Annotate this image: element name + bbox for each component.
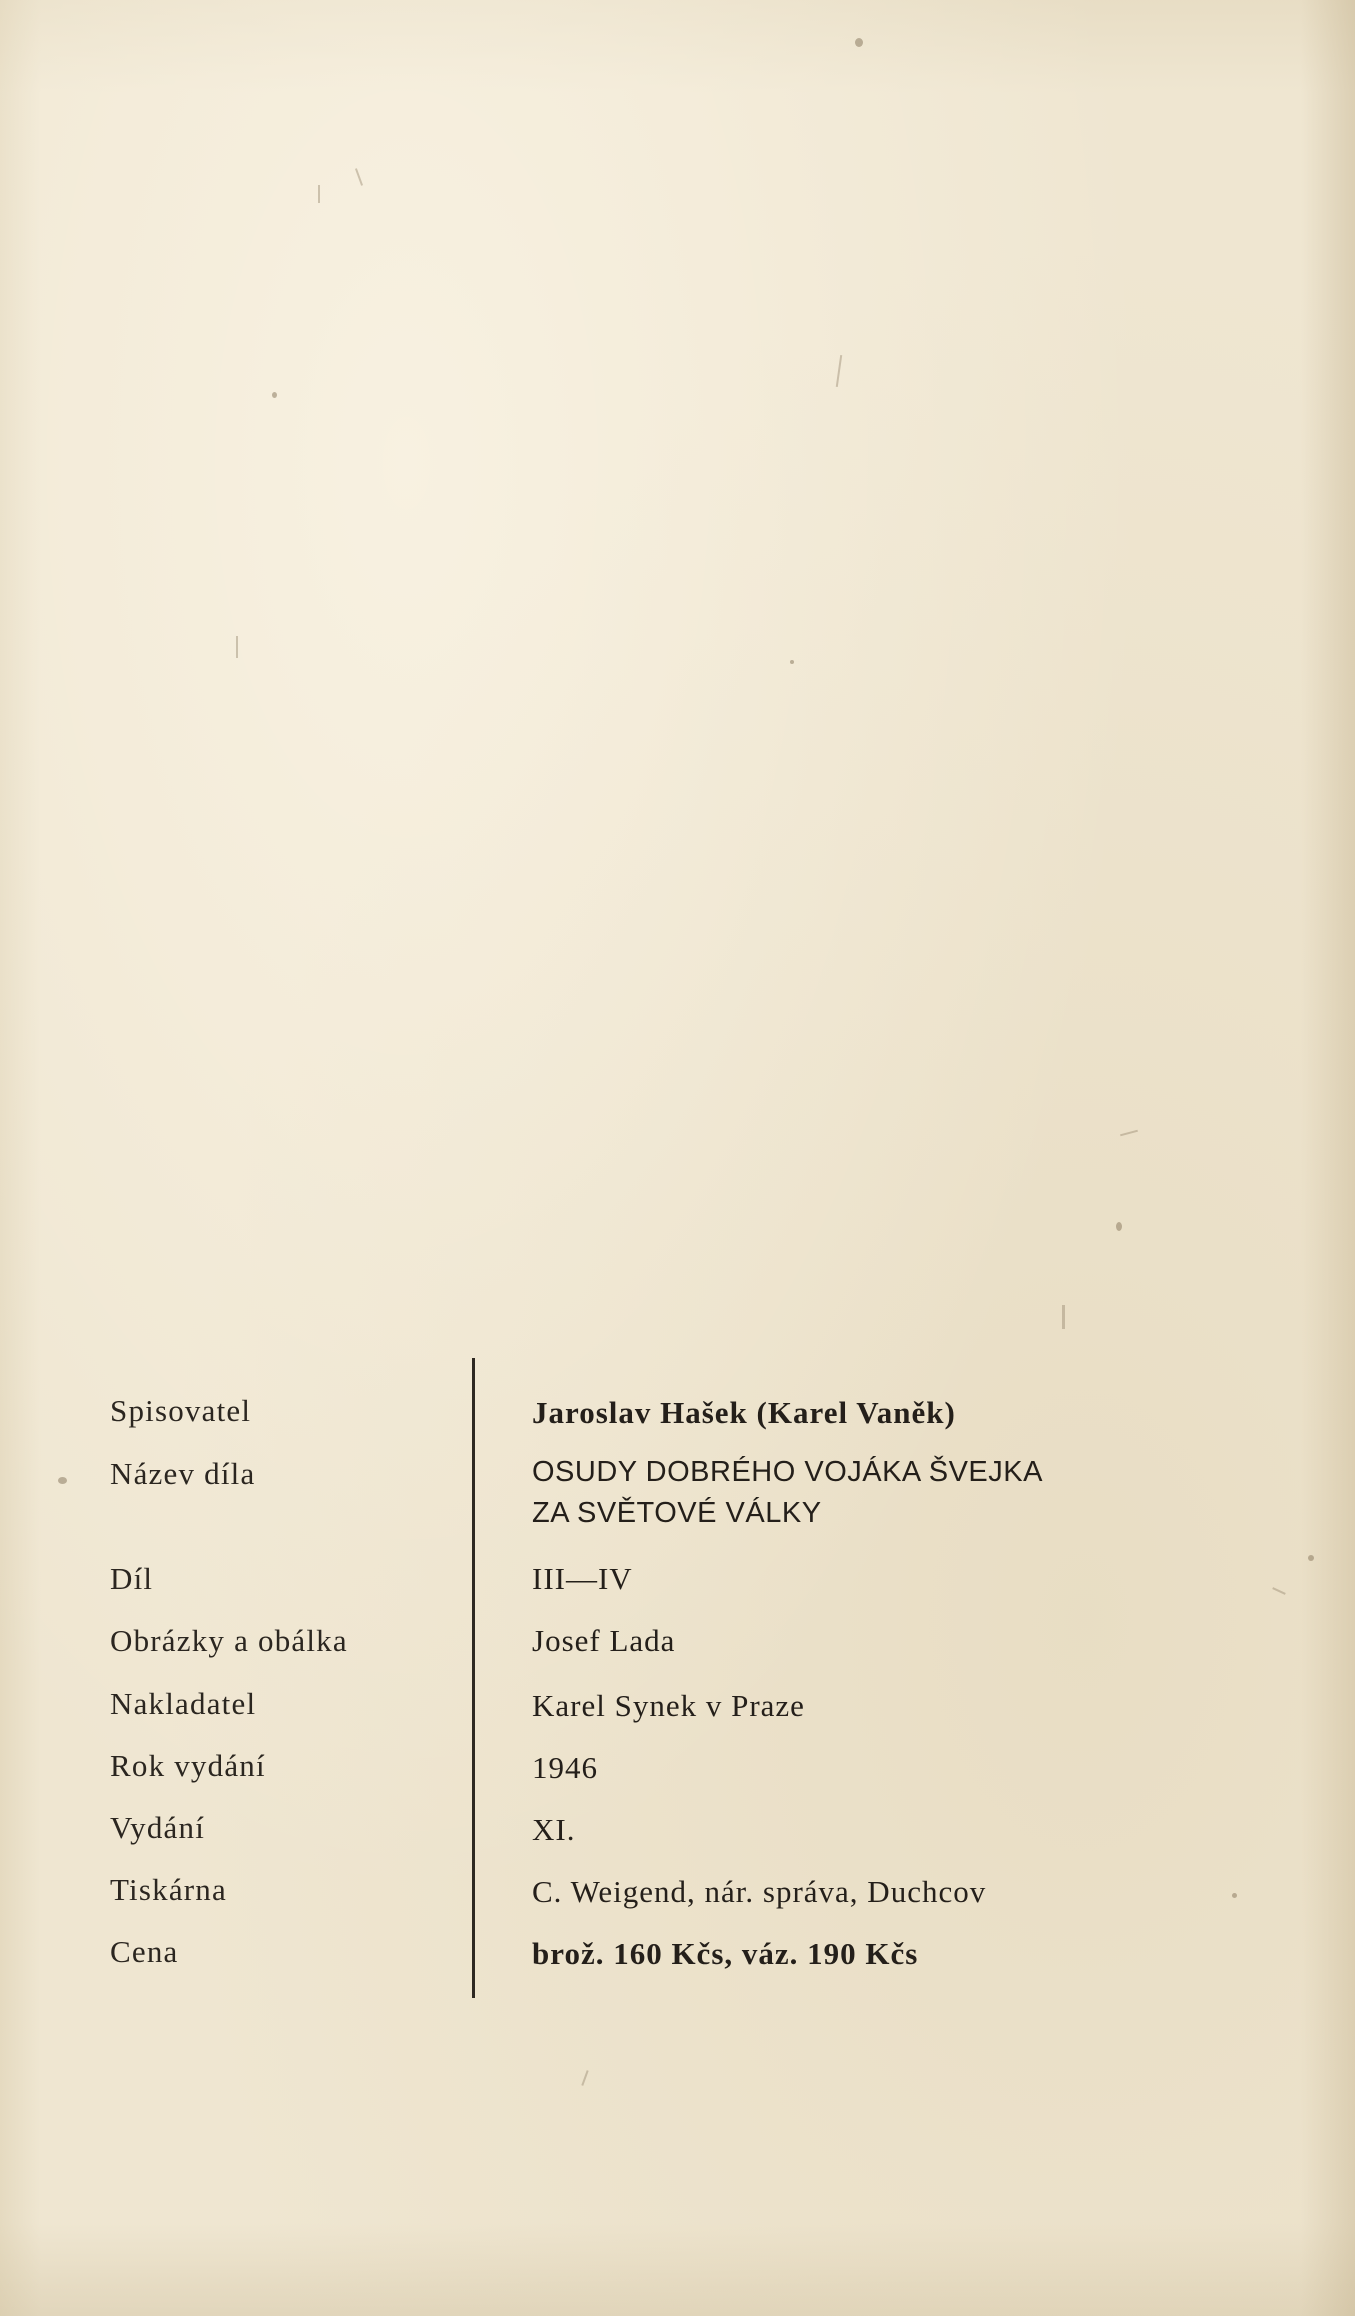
value-illustrations: Josef Lada	[532, 1623, 676, 1658]
label-title: Název díla	[110, 1456, 256, 1491]
label-illustrations: Obrázky a obálka	[110, 1623, 348, 1658]
value-printer: C. Weigend, nár. správa, Duchcov	[532, 1874, 987, 1909]
label-printer: Tiskárna	[110, 1872, 227, 1907]
value-year: 1946	[532, 1750, 598, 1785]
label-price: Cena	[110, 1934, 179, 1969]
value-author: Jaroslav Hašek (Karel Vaněk)	[532, 1395, 956, 1430]
label-year: Rok vydání	[110, 1748, 266, 1783]
value-title-line2: ZA SVĚTOVÉ VÁLKY	[532, 1497, 822, 1529]
column-divider	[472, 1358, 475, 1998]
value-price: brož. 160 Kčs, váz. 190 Kčs	[532, 1936, 919, 1971]
label-author: Spisovatel	[110, 1393, 252, 1428]
label-edition: Vydání	[110, 1810, 206, 1845]
label-publisher: Nakladatel	[110, 1686, 257, 1721]
value-edition: XI.	[532, 1812, 576, 1847]
value-publisher: Karel Synek v Praze	[532, 1688, 805, 1723]
value-volume: III—IV	[532, 1561, 633, 1596]
label-volume: Díl	[110, 1561, 154, 1596]
value-title-line1: OSUDY DOBRÉHO VOJÁKA ŠVEJKA	[532, 1456, 1043, 1488]
